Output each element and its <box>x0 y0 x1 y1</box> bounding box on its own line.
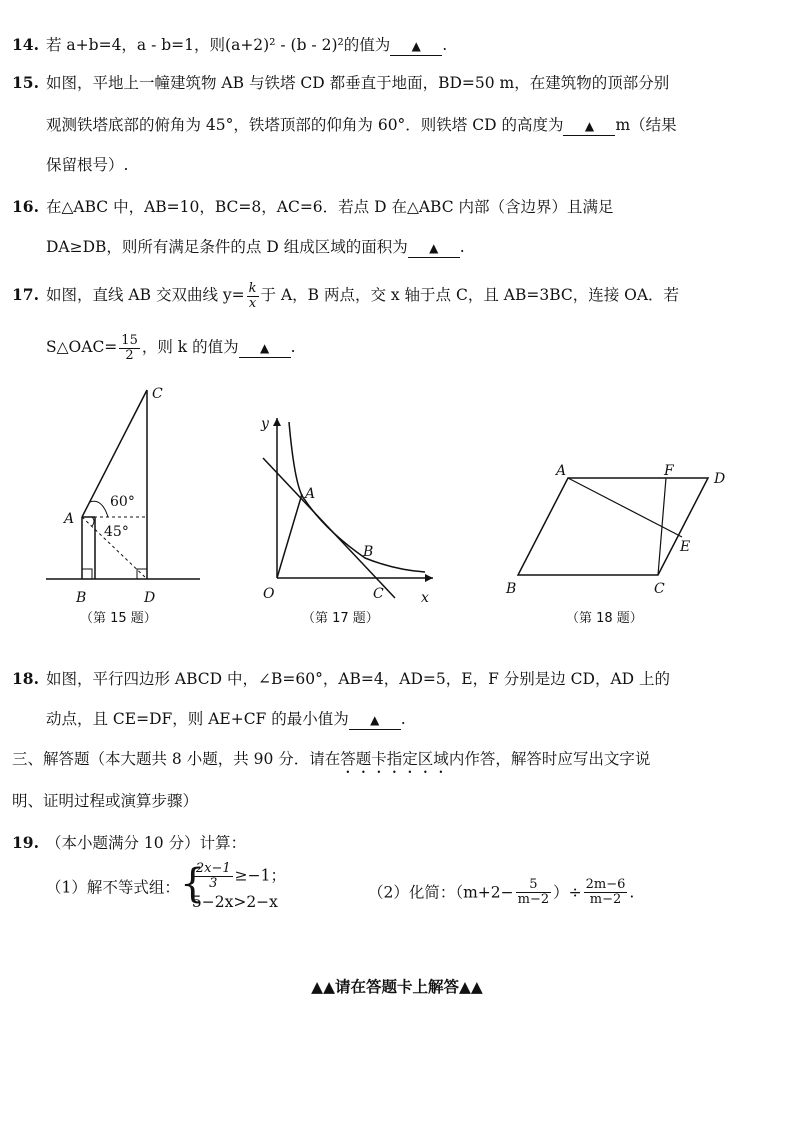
question-17: 17. 如图，直线 AB 交双曲线 y= $\frac{k}{x}$ 于 A，B 两点，交 x 轴于点 C，且 AB=3BC，连接 OA．若 <box>12 280 680 311</box>
figure-18 <box>500 455 740 600</box>
label-o: O <box>263 586 275 602</box>
label-x: x <box>421 590 429 605</box>
question-18 <box>12 664 774 694</box>
section-3-heading: 三、解答题（本大题共 8 小题，共 90 分．请在答题卡指定区域内作答，解答时应写出文字说 <box>12 750 651 768</box>
question-number: 16. <box>12 197 39 216</box>
label-b: B <box>76 590 87 606</box>
caption-17: （第 17 题） <box>302 611 379 626</box>
answer-blank: ▲ <box>390 36 442 56</box>
y-axis-arrow <box>273 418 281 426</box>
question-18-line2: 动点，且 CE=DF，则 AE+CF 的最小值为 ▲ . <box>46 710 406 728</box>
answer-blank: ▲ <box>349 710 401 730</box>
label-a: A <box>64 511 75 527</box>
label-b: B <box>363 544 374 560</box>
question-number: 19. <box>12 833 39 852</box>
figure-15 <box>40 380 210 610</box>
label-a: A <box>305 486 316 502</box>
question-19-part1: （1）解不等式组： { $\frac{2x-1}{3}$ ≥−1； 5−2x>2−x <box>46 861 287 911</box>
question-text: 在△ABC 中，AB=10，BC=8，AC=6．若点 D 在△ABC 内部（含边界）且满足 <box>46 198 614 216</box>
fraction-15-over-2: $\frac{15}{2}$ <box>121 332 138 363</box>
answer-blank: ▲ <box>563 116 615 136</box>
segment-oa <box>277 494 302 578</box>
question-16 <box>12 192 774 222</box>
label-d: D <box>714 471 726 487</box>
label-f: F <box>664 463 674 479</box>
label-y: y <box>261 416 269 432</box>
angle-60-arc <box>90 501 108 517</box>
question-15 <box>12 68 774 98</box>
label-45: 45° <box>104 524 129 540</box>
caption-18: （第 18 题） <box>566 611 643 626</box>
question-19-part2: （2）化简：（m+2− $\frac{5}{m-2}$ ）÷ $\frac{2m-6}{m-2}$ . <box>368 877 635 907</box>
label-b: B <box>506 581 517 597</box>
parallelogram-abcd <box>518 478 708 575</box>
question-16-line2: DA≥DB，则所有满足条件的点 D 组成区域的面积为 ▲ . <box>46 238 465 256</box>
inequality-system: { $\frac{2x-1}{3}$ ≥−1； 5−2x>2−x <box>179 861 287 911</box>
question-number: 17. <box>12 285 39 304</box>
question-19 <box>12 828 774 858</box>
question-17-line2: S△OAC= $\frac{15}{2}$ ，则 k 的值为 ▲ . <box>46 332 296 363</box>
brace-icon: { <box>179 861 206 907</box>
label-d: D <box>144 590 156 606</box>
question-number: 18. <box>12 669 39 688</box>
question-15-line3: 保留根号）. <box>46 156 129 174</box>
question-text: 若 a+b=4，a - b=1，则(a+2)² - (b - 2)²的值为 <box>46 36 391 54</box>
answer-blank: ▲ <box>408 238 460 258</box>
question-text: （本小题满分 10 分）计算： <box>46 834 247 852</box>
answer-blank: ▲ <box>239 338 291 358</box>
line-ab <box>263 458 395 598</box>
figure-17 <box>255 410 445 605</box>
angle-45-arc <box>92 517 94 526</box>
fraction-k-over-x: $\frac{k}{x}$ <box>248 280 257 311</box>
label-a: A <box>556 463 567 479</box>
label-c: C <box>152 386 163 402</box>
question-number: 14. <box>12 35 39 54</box>
label-e: E <box>680 539 691 555</box>
question-14: 14. 若 a+b=4，a - b=1，则(a+2)² - (b - 2)²的值为 ▲ . <box>12 30 774 60</box>
caption-15: （第 15 题） <box>80 611 157 626</box>
label-c: C <box>654 581 665 597</box>
x-axis-arrow <box>425 574 433 582</box>
question-text: 如图，平行四边形 ABCD 中，∠B=60°，AB=4，AD=5，E，F 分别是边 CD，AD 上的 <box>46 670 671 688</box>
answer-sheet-notice: ▲▲请在答题卡上解答▲▲ <box>311 977 483 996</box>
label-60: 60° <box>110 494 135 510</box>
right-angle-b <box>82 569 92 579</box>
question-number: 15. <box>12 73 39 92</box>
label-c: C <box>373 586 384 602</box>
right-angle-d <box>137 569 147 579</box>
section-3-heading-line2: 明、证明过程或演算步骤） <box>12 792 199 810</box>
question-15-line2: 观测铁塔底部的俯角为 45°，铁塔顶部的仰角为 60°．则铁塔 CD 的高度为 ▲ m（结果 <box>46 116 677 134</box>
question-text: 如图，平地上一幢建筑物 AB 与铁塔 CD 都垂直于地面，BD=50 m，在建筑物的顶部分别 <box>46 74 670 92</box>
